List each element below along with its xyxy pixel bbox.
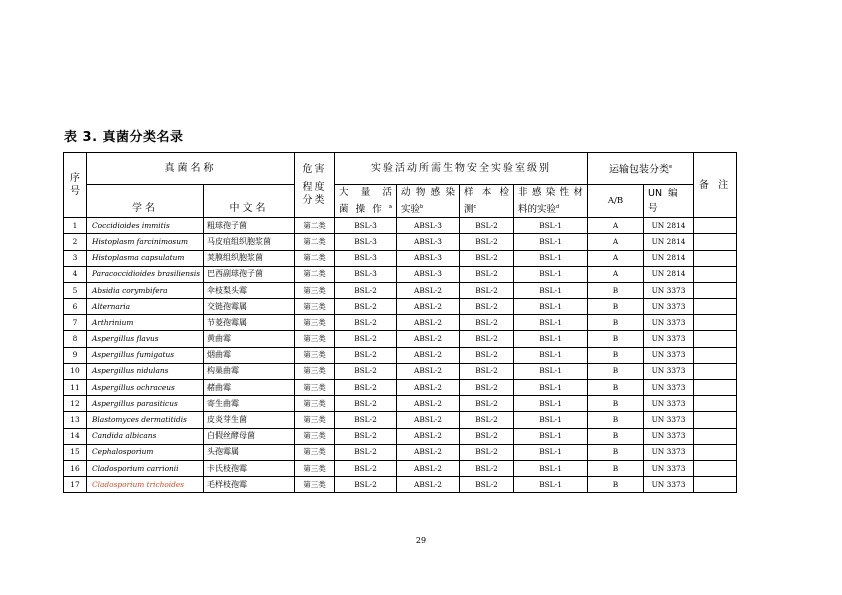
cell-no: 5 bbox=[64, 282, 87, 298]
cell-noninfectious-level: BSL-1 bbox=[514, 266, 588, 282]
cell-no: 9 bbox=[64, 347, 87, 363]
cell-scientific-name: Candida albicans bbox=[87, 428, 204, 444]
cell-hazard-class: 第三类 bbox=[295, 363, 335, 379]
header-hazard bbox=[295, 153, 335, 218]
cell-un-number: UN 3373 bbox=[644, 347, 694, 363]
cell-transport-ab: B bbox=[588, 380, 644, 396]
cell-un-number: UN 2814 bbox=[644, 218, 694, 234]
cell-chinese-name: 黄曲霉 bbox=[204, 331, 295, 347]
cell-no: 14 bbox=[64, 428, 87, 444]
header-lab-noninfect: 非感染性材 料的实验$^d$ bbox=[514, 185, 588, 218]
cell-chinese-name: 头孢霉属 bbox=[204, 444, 295, 460]
cell-un-number: UN 3373 bbox=[644, 331, 694, 347]
cell-remark bbox=[694, 460, 737, 476]
cell-bulk-culture-level: BSL-3 bbox=[335, 250, 397, 266]
cell-noninfectious-level: BSL-1 bbox=[514, 282, 588, 298]
cell-no: 13 bbox=[64, 412, 87, 428]
cell-noninfectious-level: BSL-1 bbox=[514, 428, 588, 444]
header-un: UN 编 号 bbox=[644, 185, 694, 218]
cell-hazard-class: 第三类 bbox=[295, 380, 335, 396]
cell-chinese-name: 寄生曲霉 bbox=[204, 396, 295, 412]
cell-bulk-culture-level: BSL-2 bbox=[335, 412, 397, 428]
cell-hazard-class: 第二类 bbox=[295, 250, 335, 266]
cell-chinese-name: 马皮疽组织胞浆菌 bbox=[204, 234, 295, 250]
cell-animal-infection-level: ABSL-3 bbox=[397, 234, 460, 250]
cell-un-number: UN 3373 bbox=[644, 282, 694, 298]
cell-animal-infection-level: ABSL-3 bbox=[397, 266, 460, 282]
cell-hazard-class: 第三类 bbox=[295, 412, 335, 428]
cell-sample-testing-level: BSL-2 bbox=[460, 363, 514, 379]
cell-transport-ab: A bbox=[588, 266, 644, 282]
table-row bbox=[64, 218, 737, 234]
cell-animal-infection-level: ABSL-2 bbox=[397, 412, 460, 428]
cell-no: 11 bbox=[64, 380, 87, 396]
cell-un-number: UN 2814 bbox=[644, 250, 694, 266]
cell-animal-infection-level: ABSL-3 bbox=[397, 218, 460, 234]
cell-sample-testing-level: BSL-2 bbox=[460, 282, 514, 298]
table-row bbox=[64, 250, 737, 266]
header-lab-sample: 样 本 检 测$^c$ bbox=[460, 185, 514, 218]
cell-hazard-class: 第三类 bbox=[295, 282, 335, 298]
cell-sample-testing-level: BSL-2 bbox=[460, 444, 514, 460]
cell-scientific-name: Aspergillus fumigatus bbox=[87, 347, 204, 363]
cell-chinese-name: 烟曲霉 bbox=[204, 347, 295, 363]
cell-remark bbox=[694, 444, 737, 460]
fungi-classification-table bbox=[63, 152, 737, 493]
cell-hazard-class: 第三类 bbox=[295, 428, 335, 444]
table-row bbox=[64, 299, 737, 315]
table-row bbox=[64, 477, 737, 493]
table-row bbox=[64, 460, 737, 476]
cell-un-number: UN 3373 bbox=[644, 477, 694, 493]
cell-un-number: UN 3373 bbox=[644, 299, 694, 315]
cell-no: 17 bbox=[64, 477, 87, 493]
cell-no: 15 bbox=[64, 444, 87, 460]
cell-animal-infection-level: ABSL-2 bbox=[397, 444, 460, 460]
page-number: 29 bbox=[415, 536, 427, 545]
header-lab-group: 实验活动所需生物安全实验室级别 bbox=[335, 153, 588, 185]
cell-chinese-name: 伞枝梨头霉 bbox=[204, 282, 295, 298]
cell-un-number: UN 3373 bbox=[644, 380, 694, 396]
table-row bbox=[64, 266, 737, 282]
cell-un-number: UN 3373 bbox=[644, 412, 694, 428]
cell-un-number: UN 3373 bbox=[644, 444, 694, 460]
table-row bbox=[64, 380, 737, 396]
cell-scientific-name: Aspergillus nidulans bbox=[87, 363, 204, 379]
cell-bulk-culture-level: BSL-3 bbox=[335, 218, 397, 234]
cell-no: 4 bbox=[64, 266, 87, 282]
cell-chinese-name: 粗球孢子菌 bbox=[204, 218, 295, 234]
cell-hazard-class: 第二类 bbox=[295, 266, 335, 282]
cell-sample-testing-level: BSL-2 bbox=[460, 315, 514, 331]
cell-bulk-culture-level: BSL-2 bbox=[335, 315, 397, 331]
cell-transport-ab: A bbox=[588, 250, 644, 266]
cell-sample-testing-level: BSL-2 bbox=[460, 234, 514, 250]
cell-chinese-name: 巴西副球孢子菌 bbox=[204, 266, 295, 282]
cell-remark bbox=[694, 380, 737, 396]
cell-remark bbox=[694, 266, 737, 282]
cell-noninfectious-level: BSL-1 bbox=[514, 331, 588, 347]
cell-noninfectious-level: BSL-1 bbox=[514, 412, 588, 428]
cell-noninfectious-level: BSL-1 bbox=[514, 444, 588, 460]
cell-sample-testing-level: BSL-2 bbox=[460, 299, 514, 315]
cell-sample-testing-level: BSL-2 bbox=[460, 380, 514, 396]
cell-noninfectious-level: BSL-1 bbox=[514, 380, 588, 396]
table-title: 表 3. 真菌分类名录 bbox=[64, 130, 184, 145]
cell-un-number: UN 2814 bbox=[644, 266, 694, 282]
cell-no: 7 bbox=[64, 315, 87, 331]
cell-hazard-class: 第三类 bbox=[295, 299, 335, 315]
cell-remark bbox=[694, 428, 737, 444]
cell-transport-ab: B bbox=[588, 396, 644, 412]
cell-remark bbox=[694, 477, 737, 493]
cell-no: 6 bbox=[64, 299, 87, 315]
cell-sample-testing-level: BSL-2 bbox=[460, 460, 514, 476]
cell-hazard-class: 第三类 bbox=[295, 477, 335, 493]
cell-sample-testing-level: BSL-2 bbox=[460, 347, 514, 363]
cell-bulk-culture-level: BSL-2 bbox=[335, 380, 397, 396]
cell-no: 3 bbox=[64, 250, 87, 266]
cell-chinese-name: 毛样枝孢霉 bbox=[204, 477, 295, 493]
cell-noninfectious-level: BSL-1 bbox=[514, 299, 588, 315]
table-row bbox=[64, 396, 737, 412]
cell-hazard-class: 第三类 bbox=[295, 460, 335, 476]
cell-chinese-name: 构巢曲霉 bbox=[204, 363, 295, 379]
cell-scientific-name: Absidia corymbifera bbox=[87, 282, 204, 298]
cell-bulk-culture-level: BSL-2 bbox=[335, 477, 397, 493]
header-lab-animal: 动物感染 实验$^b$ bbox=[397, 185, 460, 218]
cell-no: 1 bbox=[64, 218, 87, 234]
cell-transport-ab: B bbox=[588, 347, 644, 363]
cell-remark bbox=[694, 396, 737, 412]
cell-scientific-name: Blastomyces dermatitidis bbox=[87, 412, 204, 428]
header-cn-name: 中文名 bbox=[204, 185, 295, 218]
cell-bulk-culture-level: BSL-2 bbox=[335, 347, 397, 363]
cell-animal-infection-level: ABSL-2 bbox=[397, 363, 460, 379]
cell-transport-ab: B bbox=[588, 282, 644, 298]
table-row bbox=[64, 428, 737, 444]
cell-animal-infection-level: ABSL-2 bbox=[397, 315, 460, 331]
cell-scientific-name: Paracoccidioides brasiliensis bbox=[87, 266, 204, 282]
cell-hazard-class: 第三类 bbox=[295, 315, 335, 331]
cell-scientific-name: Histoplasm farcinimosum bbox=[87, 234, 204, 250]
cell-animal-infection-level: ABSL-2 bbox=[397, 282, 460, 298]
header-name-group: 真菌名称 bbox=[87, 153, 295, 185]
cell-animal-infection-level: ABSL-2 bbox=[397, 380, 460, 396]
cell-bulk-culture-level: BSL-2 bbox=[335, 460, 397, 476]
cell-scientific-name: Aspergillus ochraceus bbox=[87, 380, 204, 396]
cell-scientific-name: Cladosporium trichoides bbox=[87, 477, 204, 493]
header-ab: A/B bbox=[588, 185, 644, 218]
cell-hazard-class: 第二类 bbox=[295, 218, 335, 234]
cell-transport-ab: B bbox=[588, 460, 644, 476]
cell-remark bbox=[694, 315, 737, 331]
cell-noninfectious-level: BSL-1 bbox=[514, 218, 588, 234]
cell-bulk-culture-level: BSL-2 bbox=[335, 363, 397, 379]
cell-scientific-name: Histoplasma capsulatum bbox=[87, 250, 204, 266]
cell-animal-infection-level: ABSL-2 bbox=[397, 347, 460, 363]
table-row bbox=[64, 412, 737, 428]
cell-scientific-name: Cladosporium carrionii bbox=[87, 460, 204, 476]
cell-bulk-culture-level: BSL-2 bbox=[335, 299, 397, 315]
cell-bulk-culture-level: BSL-3 bbox=[335, 234, 397, 250]
cell-sample-testing-level: BSL-2 bbox=[460, 331, 514, 347]
cell-noninfectious-level: BSL-1 bbox=[514, 315, 588, 331]
cell-sample-testing-level: BSL-2 bbox=[460, 218, 514, 234]
cell-no: 2 bbox=[64, 234, 87, 250]
cell-transport-ab: B bbox=[588, 444, 644, 460]
cell-chinese-name: 交链孢霉属 bbox=[204, 299, 295, 315]
header-lab-bulk: 大 量 活 菌操作$^a$ bbox=[335, 185, 397, 218]
cell-transport-ab: A bbox=[588, 218, 644, 234]
table-body bbox=[64, 218, 737, 493]
cell-transport-ab: B bbox=[588, 412, 644, 428]
cell-transport-ab: A bbox=[588, 234, 644, 250]
cell-un-number: UN 3373 bbox=[644, 428, 694, 444]
cell-sample-testing-level: BSL-2 bbox=[460, 396, 514, 412]
header-remark: 备 注 bbox=[694, 153, 737, 218]
cell-sample-testing-level: BSL-2 bbox=[460, 412, 514, 428]
cell-scientific-name: Aspergillus parasiticus bbox=[87, 396, 204, 412]
cell-hazard-class: 第三类 bbox=[295, 347, 335, 363]
cell-remark bbox=[694, 412, 737, 428]
cell-chinese-name: 赭曲霉 bbox=[204, 380, 295, 396]
header-seq bbox=[64, 153, 87, 218]
cell-animal-infection-level: ABSL-2 bbox=[397, 460, 460, 476]
cell-un-number: UN 2814 bbox=[644, 234, 694, 250]
cell-chinese-name: 白假丝酵母菌 bbox=[204, 428, 295, 444]
table-row bbox=[64, 363, 737, 379]
cell-animal-infection-level: ABSL-2 bbox=[397, 428, 460, 444]
cell-bulk-culture-level: BSL-2 bbox=[335, 396, 397, 412]
cell-no: 12 bbox=[64, 396, 87, 412]
cell-scientific-name: Alternaria bbox=[87, 299, 204, 315]
cell-remark bbox=[694, 363, 737, 379]
cell-scientific-name: Aspergillus flavus bbox=[87, 331, 204, 347]
cell-sample-testing-level: BSL-2 bbox=[460, 477, 514, 493]
cell-un-number: UN 3373 bbox=[644, 315, 694, 331]
header-seq-line2: 号 bbox=[70, 186, 80, 198]
table-row bbox=[64, 315, 737, 331]
cell-un-number: UN 3373 bbox=[644, 363, 694, 379]
header-hazard-line2: 程度 bbox=[302, 182, 327, 194]
cell-animal-infection-level: ABSL-3 bbox=[397, 250, 460, 266]
header-transport-group: 运输包装分类$^e$ bbox=[588, 153, 694, 185]
cell-noninfectious-level: BSL-1 bbox=[514, 234, 588, 250]
cell-bulk-culture-level: BSL-2 bbox=[335, 428, 397, 444]
cell-transport-ab: B bbox=[588, 363, 644, 379]
cell-bulk-culture-level: BSL-3 bbox=[335, 266, 397, 282]
cell-scientific-name: Cephalosporium bbox=[87, 444, 204, 460]
cell-no: 16 bbox=[64, 460, 87, 476]
header-hazard-line1: 危害 bbox=[302, 164, 327, 176]
cell-un-number: UN 3373 bbox=[644, 460, 694, 476]
cell-sample-testing-level: BSL-2 bbox=[460, 266, 514, 282]
cell-transport-ab: B bbox=[588, 299, 644, 315]
cell-bulk-culture-level: BSL-2 bbox=[335, 282, 397, 298]
cell-scientific-name: Coccidioides immitis bbox=[87, 218, 204, 234]
header-sci-name: 学名 bbox=[87, 185, 204, 218]
cell-noninfectious-level: BSL-1 bbox=[514, 250, 588, 266]
cell-noninfectious-level: BSL-1 bbox=[514, 396, 588, 412]
cell-chinese-name: 卡氏枝孢霉 bbox=[204, 460, 295, 476]
cell-noninfectious-level: BSL-1 bbox=[514, 363, 588, 379]
cell-remark bbox=[694, 250, 737, 266]
cell-animal-infection-level: ABSL-2 bbox=[397, 477, 460, 493]
cell-hazard-class: 第三类 bbox=[295, 444, 335, 460]
cell-no: 8 bbox=[64, 331, 87, 347]
cell-noninfectious-level: BSL-1 bbox=[514, 477, 588, 493]
cell-remark bbox=[694, 347, 737, 363]
cell-animal-infection-level: ABSL-2 bbox=[397, 331, 460, 347]
cell-transport-ab: B bbox=[588, 428, 644, 444]
cell-chinese-name: 荚膜组织胞浆菌 bbox=[204, 250, 295, 266]
cell-chinese-name: 节菱孢霉属 bbox=[204, 315, 295, 331]
cell-bulk-culture-level: BSL-2 bbox=[335, 444, 397, 460]
cell-remark bbox=[694, 234, 737, 250]
table-row bbox=[64, 331, 737, 347]
cell-no: 10 bbox=[64, 363, 87, 379]
cell-chinese-name: 皮炎芽生菌 bbox=[204, 412, 295, 428]
cell-noninfectious-level: BSL-1 bbox=[514, 347, 588, 363]
cell-remark bbox=[694, 299, 737, 315]
cell-noninfectious-level: BSL-1 bbox=[514, 460, 588, 476]
cell-remark bbox=[694, 218, 737, 234]
cell-animal-infection-level: ABSL-2 bbox=[397, 396, 460, 412]
cell-hazard-class: 第三类 bbox=[295, 396, 335, 412]
cell-un-number: UN 3373 bbox=[644, 396, 694, 412]
cell-bulk-culture-level: BSL-2 bbox=[335, 331, 397, 347]
cell-remark bbox=[694, 331, 737, 347]
header-seq-line1: 序 bbox=[70, 173, 80, 185]
table-row bbox=[64, 444, 737, 460]
cell-sample-testing-level: BSL-2 bbox=[460, 428, 514, 444]
cell-transport-ab: B bbox=[588, 315, 644, 331]
cell-animal-infection-level: ABSL-2 bbox=[397, 299, 460, 315]
cell-scientific-name: Arthrinium bbox=[87, 315, 204, 331]
cell-sample-testing-level: BSL-2 bbox=[460, 250, 514, 266]
cell-hazard-class: 第三类 bbox=[295, 331, 335, 347]
table-row bbox=[64, 347, 737, 363]
cell-hazard-class: 第二类 bbox=[295, 234, 335, 250]
cell-remark bbox=[694, 282, 737, 298]
table-row bbox=[64, 282, 737, 298]
header-hazard-line3: 分类 bbox=[302, 195, 327, 207]
table-row bbox=[64, 234, 737, 250]
cell-transport-ab: B bbox=[588, 331, 644, 347]
cell-transport-ab: B bbox=[588, 477, 644, 493]
